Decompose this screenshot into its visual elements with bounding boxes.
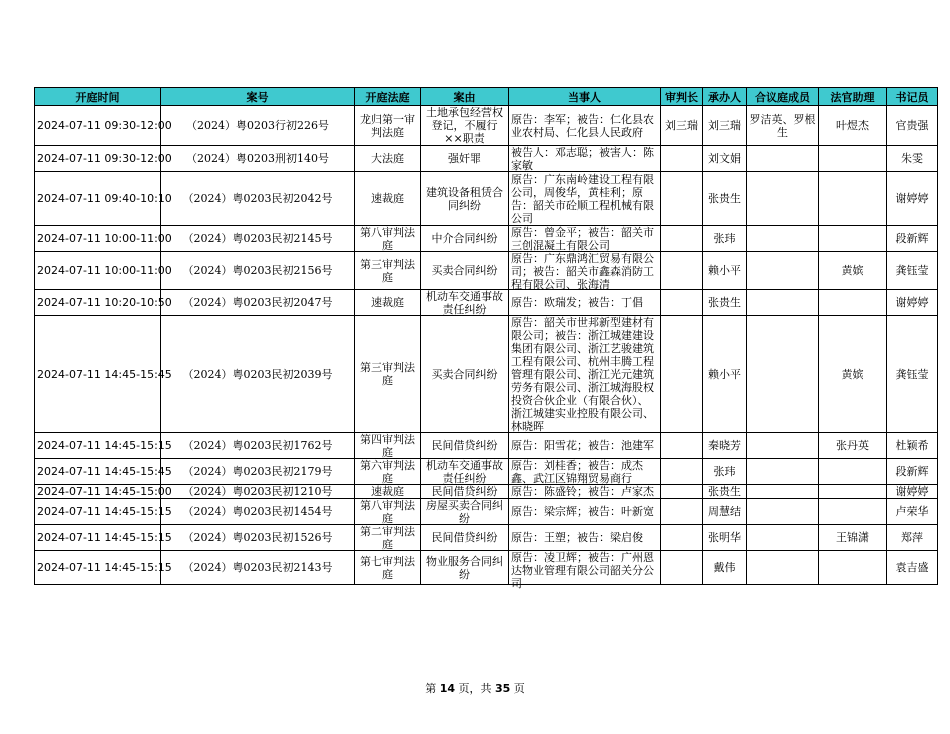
cell-court: 龙归第一审判法庭: [355, 106, 421, 146]
cell-case-no: （2024）粤0203民初2039号: [161, 316, 355, 433]
cell-chief-judge: [661, 226, 703, 252]
cell-clerk: 谢婷婷: [887, 290, 938, 316]
table-row: [35, 106, 938, 146]
page-footer: 第 14 页，共 35 页: [425, 682, 525, 695]
cell-time: 2024-07-11 09:30-12:00: [35, 106, 161, 146]
cell-panel: [747, 525, 819, 551]
cell-assistant: [819, 459, 887, 485]
cell-court: 第七审判法庭: [355, 551, 421, 585]
cell-clerk: 袁吉盛: [887, 551, 938, 585]
cell-cause: 房屋买卖合同纠纷: [421, 499, 509, 525]
cell-cause: 物业服务合同纠纷: [421, 551, 509, 585]
cell-case-no: （2024）粤0203民初1762号: [161, 433, 355, 459]
cell-assistant: [819, 172, 887, 226]
total-pages: 35: [495, 682, 511, 695]
cell-clerk: 郑萍: [887, 525, 938, 551]
table-row: [35, 146, 938, 172]
cell-handler: 刘文娟: [703, 146, 747, 172]
cell-panel: [747, 485, 819, 499]
cell-court: 第八审判法庭: [355, 226, 421, 252]
cell-court: 速裁庭: [355, 290, 421, 316]
cell-cause: 土地承包经营权登记，不履行××职责: [421, 106, 509, 146]
col-header-case-no: 案号: [161, 88, 355, 106]
cell-clerk: 龚钰莹: [887, 252, 938, 290]
cell-cause: 民间借贷纠纷: [421, 485, 509, 499]
cell-chief-judge: [661, 252, 703, 290]
cell-court: 第二审判法庭: [355, 525, 421, 551]
cell-assistant: 张丹英: [819, 433, 887, 459]
col-header-clerk: 书记员: [887, 88, 938, 106]
cell-handler: 张玮: [703, 226, 747, 252]
cell-panel: [747, 433, 819, 459]
cell-clerk: 段新辉: [887, 459, 938, 485]
cell-time: 2024-07-11 14:45-15:15: [35, 499, 161, 525]
header-row: [35, 88, 938, 106]
cell-case-no: （2024）粤0203民初2143号: [161, 551, 355, 585]
hearing-schedule-table: [34, 87, 938, 590]
table-row: [35, 459, 938, 485]
cell-clerk: 段新辉: [887, 226, 938, 252]
cell-time: 2024-07-11 10:00-11:00: [35, 252, 161, 290]
table-row: [35, 485, 938, 499]
cell-panel: [747, 172, 819, 226]
cell-panel: [747, 551, 819, 585]
cell-handler: 周慧结: [703, 499, 747, 525]
cell-court: 第三审判法庭: [355, 316, 421, 433]
cell-time: 2024-07-11 14:45-15:15: [35, 551, 161, 585]
cell-handler: 张明华: [703, 525, 747, 551]
cell-clerk: 龚钰莹: [887, 316, 938, 433]
cell-case-no: （2024）粤0203民初1526号: [161, 525, 355, 551]
cell-assistant: [819, 226, 887, 252]
cell-clerk: 谢婷婷: [887, 485, 938, 499]
cell-assistant: [819, 290, 887, 316]
table-row: [35, 252, 938, 290]
cell-cause: 中介合同纠纷: [421, 226, 509, 252]
cell-chief-judge: [661, 485, 703, 499]
cell-parties: 被告人：邓志聪；被害人：陈家敏: [509, 146, 661, 172]
table-row: [35, 499, 938, 525]
cell-chief-judge: [661, 551, 703, 585]
cell-cause: 机动车交通事故责任纠纷: [421, 290, 509, 316]
cell-court: 第六审判法庭: [355, 459, 421, 485]
cell-time: 2024-07-11 14:45-15:00: [35, 485, 161, 499]
table-row: [35, 433, 938, 459]
cell-assistant: 黄嫔: [819, 316, 887, 433]
col-header-handler: 承办人: [703, 88, 747, 106]
cell-time: 2024-07-11 09:30-12:00: [35, 146, 161, 172]
current-page: 14: [439, 682, 455, 695]
cell-panel: [747, 252, 819, 290]
cell-handler: 张贵生: [703, 290, 747, 316]
cell-chief-judge: [661, 316, 703, 433]
table-row: [35, 290, 938, 316]
table-row: [35, 316, 938, 433]
cell-court: 第八审判法庭: [355, 499, 421, 525]
cell-parties: 原告：刘桂香；被告：成杰鑫、武江区锦翔贸易商行: [509, 459, 661, 485]
cell-court: 速裁庭: [355, 172, 421, 226]
cell-panel: [747, 290, 819, 316]
cell-case-no: （2024）粤0203行初226号: [161, 106, 355, 146]
cell-assistant: [819, 485, 887, 499]
col-header-time: 开庭时间: [35, 88, 161, 106]
cell-handler: 秦晓芳: [703, 433, 747, 459]
cell-handler: 张玮: [703, 459, 747, 485]
cell-time: 2024-07-11 10:00-11:00: [35, 226, 161, 252]
cell-panel: [747, 499, 819, 525]
cell-court: 第四审判法庭: [355, 433, 421, 459]
cell-time: 2024-07-11 14:45-15:15: [35, 525, 161, 551]
cell-cause: 买卖合同纠纷: [421, 252, 509, 290]
cell-chief-judge: [661, 499, 703, 525]
cell-cause: 机动车交通事故责任纠纷: [421, 459, 509, 485]
cell-time: 2024-07-11 14:45-15:45: [35, 316, 161, 433]
cell-case-no: （2024）粤0203民初2047号: [161, 290, 355, 316]
table-row: [35, 226, 938, 252]
cell-chief-judge: [661, 172, 703, 226]
cell-case-no: （2024）粤0203民初2179号: [161, 459, 355, 485]
cell-panel: [747, 316, 819, 433]
cell-court: 第三审判法庭: [355, 252, 421, 290]
table-row: [35, 172, 938, 226]
cell-assistant: [819, 551, 887, 585]
cell-court: 速裁庭: [355, 485, 421, 499]
cell-parties: 原告：广东南岭建设工程有限公司，周俊华，黄桂利；原告：韶关市砼顺工程机械有限公司: [509, 172, 661, 226]
cell-time: 2024-07-11 09:40-10:10: [35, 172, 161, 226]
cell-chief-judge: [661, 433, 703, 459]
cell-assistant: 叶煜杰: [819, 106, 887, 146]
col-header-cause: 案由: [421, 88, 509, 106]
cell-case-no: （2024）粤0203民初2042号: [161, 172, 355, 226]
table-row: [35, 525, 938, 551]
cell-parties: 原告：欧瑞发；被告：丁倡: [509, 290, 661, 316]
cell-clerk: 官贵强: [887, 106, 938, 146]
cell-clerk: 杜颖希: [887, 433, 938, 459]
cell-handler: 赖小平: [703, 316, 747, 433]
cell-chief-judge: [661, 525, 703, 551]
cell-parties: 原告：王塑；被告：梁启俊: [509, 525, 661, 551]
cell-handler: 赖小平: [703, 252, 747, 290]
cell-case-no: （2024）粤0203民初1210号: [161, 485, 355, 499]
cell-time: 2024-07-11 14:45-15:45: [35, 459, 161, 485]
cell-parties: 原告：李军；被告：仁化县农业农村局、仁化县人民政府: [509, 106, 661, 146]
col-header-panel: 合议庭成员: [747, 88, 819, 106]
cell-clerk: 朱雯: [887, 146, 938, 172]
cell-handler: 张贵生: [703, 485, 747, 499]
cell-assistant: [819, 499, 887, 525]
cell-parties: 原告：陈盛铃；被告：卢家杰: [509, 485, 661, 499]
cell-case-no: （2024）粤0203民初2145号: [161, 226, 355, 252]
cell-time: 2024-07-11 10:20-10:50: [35, 290, 161, 316]
cell-panel: 罗洁英、罗根生: [747, 106, 819, 146]
cell-chief-judge: 刘三瑞: [661, 106, 703, 146]
cell-chief-judge: [661, 290, 703, 316]
cell-parties: 原告：韶关市世邦新型建材有限公司；被告：浙江城建建设集团有限公司、浙江艺骏建筑工程有限公司、杭州丰腾工程管理有限公司、浙江光元建筑劳务有限公司、浙江城海股权投资合伙企业（有限合伙）、浙江城建实业控股有限公司、林晓晖: [509, 316, 661, 433]
cell-assistant: 王锦潇: [819, 525, 887, 551]
cell-parties: 原告：广东鼎鸿汇贸易有限公司；被告：韶关市鑫森消防工程有限公司、张海清: [509, 252, 661, 290]
cell-case-no: （2024）粤0203民初1454号: [161, 499, 355, 525]
cell-parties: 原告：凌卫辉；被告：广州恩达物业管理有限公司韶关分公司: [509, 551, 661, 585]
cell-time: 2024-07-11 14:45-15:15: [35, 433, 161, 459]
cell-panel: [747, 226, 819, 252]
cell-chief-judge: [661, 146, 703, 172]
cell-chief-judge: [661, 459, 703, 485]
cell-cause: 民间借贷纠纷: [421, 433, 509, 459]
cell-panel: [747, 459, 819, 485]
cell-cause: 买卖合同纠纷: [421, 316, 509, 433]
table-row: [35, 551, 938, 585]
cell-clerk: 卢荣华: [887, 499, 938, 525]
cell-handler: 戴伟: [703, 551, 747, 585]
cell-case-no: （2024）粤0203刑初140号: [161, 146, 355, 172]
cell-parties: 原告：阳雪花；被告：池建军: [509, 433, 661, 459]
col-header-parties: 当事人: [509, 88, 661, 106]
col-header-chief-judge: 审判长: [661, 88, 703, 106]
cell-panel: [747, 146, 819, 172]
cell-clerk: 谢婷婷: [887, 172, 938, 226]
col-header-assistant: 法官助理: [819, 88, 887, 106]
cell-parties: 原告：梁宗辉；被告：叶新宽: [509, 499, 661, 525]
col-header-court: 开庭法庭: [355, 88, 421, 106]
cell-cause: 民间借贷纠纷: [421, 525, 509, 551]
cell-assistant: 黄嫔: [819, 252, 887, 290]
cell-cause: 强奸罪: [421, 146, 509, 172]
cell-assistant: [819, 146, 887, 172]
cell-case-no: （2024）粤0203民初2156号: [161, 252, 355, 290]
cell-cause: 建筑设备租赁合同纠纷: [421, 172, 509, 226]
cell-court: 大法庭: [355, 146, 421, 172]
cell-parties: 原告：曾金平；被告：韶关市三创混凝土有限公司: [509, 226, 661, 252]
cell-handler: 刘三瑞: [703, 106, 747, 146]
cell-handler: 张贵生: [703, 172, 747, 226]
